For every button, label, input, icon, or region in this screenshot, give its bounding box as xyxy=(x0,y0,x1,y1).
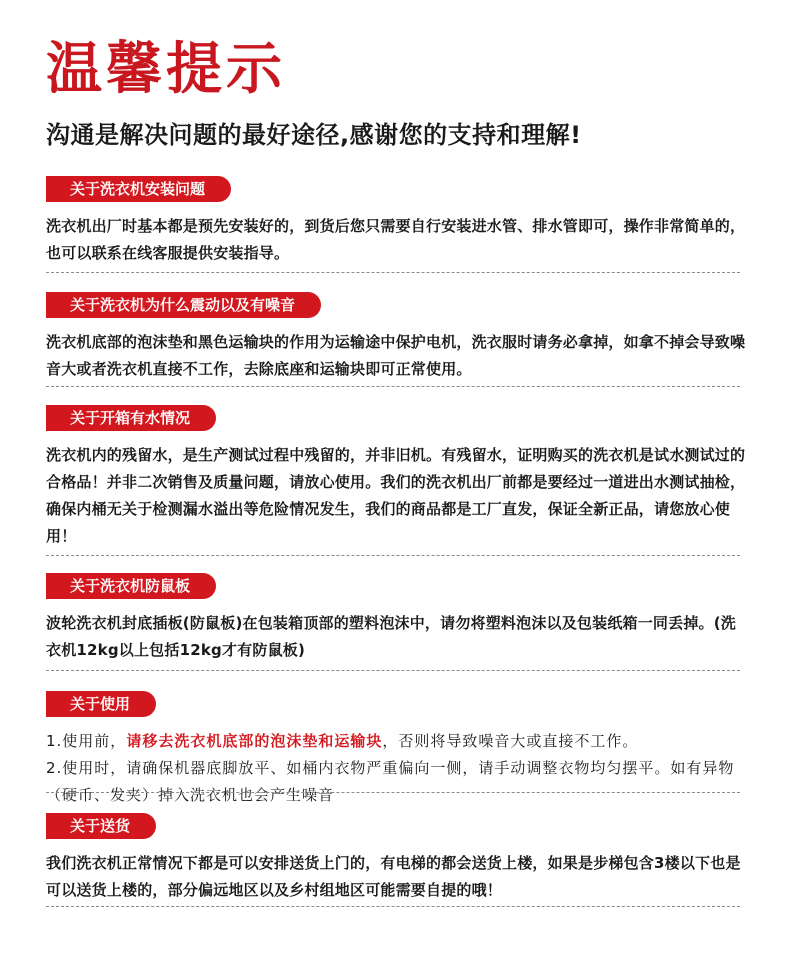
usage-item-2: 2.使用时，请确保机器底脚放平、如桶内衣物严重偏向一侧，请手动调整衣物均匀摆平。如有异物（硬币、发夹）掉入洗衣机也会产生噪音 xyxy=(46,759,735,804)
usage-item-1 xyxy=(46,728,746,755)
usage-item-1-prefix: 1.使用前， xyxy=(46,732,127,750)
divider xyxy=(46,555,740,556)
section-rat-guard xyxy=(46,573,746,664)
section-badge-vibration-noise: 关于洗衣机为什么震动以及有噪音 xyxy=(46,292,321,318)
page-subtitle: 沟通是解决问题的最好途径,感谢您的支持和理解! xyxy=(46,121,582,149)
section-badge-usage: 关于使用 xyxy=(46,691,156,717)
section-badge-residual-water: 关于开箱有水情况 xyxy=(46,405,216,431)
section-text-installation: 洗衣机出厂时基本都是预先安装好的，到货后您只需要自行安装进水管、排水管即可，操作非常简单的，也可以联系在线客服提供安装指导。 xyxy=(46,217,746,262)
page-title: 温馨提示 xyxy=(46,37,286,102)
divider xyxy=(46,670,740,671)
section-badge-delivery: 关于送货 xyxy=(46,813,156,839)
section-installation xyxy=(46,176,746,267)
divider xyxy=(46,792,740,793)
divider xyxy=(46,386,740,387)
section-text-usage xyxy=(46,728,746,809)
section-residual-water xyxy=(46,405,746,550)
section-badge-rat-guard: 关于洗衣机防鼠板 xyxy=(46,573,216,599)
section-text-residual-water: 洗衣机内的残留水，是生产测试过程中残留的，并非旧机。有残留水，证明购买的洗衣机是试水测试过的合格品！并非二次销售及质量问题，请放心使用。我们的洗衣机出厂前都是要经过一道进出水测试抽检，确保内桶无关于检测漏水溢出等危险情况发生，我们的商品都是工厂直发，保证全新正品，请您放心使用！ xyxy=(46,446,746,545)
divider xyxy=(46,906,740,907)
section-text-rat-guard: 波轮洗衣机封底插板(防鼠板)在包装箱顶部的塑料泡沫中，请勿将塑料泡沫以及包装纸箱一同丢掉。(洗衣机12kg以上包括12kg才有防鼠板) xyxy=(46,614,736,659)
section-vibration-noise xyxy=(46,292,746,383)
section-badge-installation: 关于洗衣机安装问题 xyxy=(46,176,231,202)
section-delivery xyxy=(46,813,746,904)
section-text-delivery: 我们洗衣机正常情况下都是可以安排送货上门的，有电梯的都会送货上楼，如果是步梯包含3楼以下也是可以送货上楼的，部分偏远地区以及乡村组地区可能需要自提的哦！ xyxy=(46,854,741,899)
usage-item-1-suffix: ，否则将导致噪音大或直接不工作。 xyxy=(382,732,639,750)
section-text-vibration-noise: 洗衣机底部的泡沫垫和黑色运输块的作用为运输途中保护电机，洗衣服时请务必拿掉，如拿不掉会导致噪音大或者洗衣机直接不工作，去除底座和运输块即可正常使用。 xyxy=(46,333,746,378)
usage-item-1-highlight: 请移去洗衣机底部的泡沫垫和运输块 xyxy=(126,732,383,750)
divider xyxy=(46,272,740,273)
